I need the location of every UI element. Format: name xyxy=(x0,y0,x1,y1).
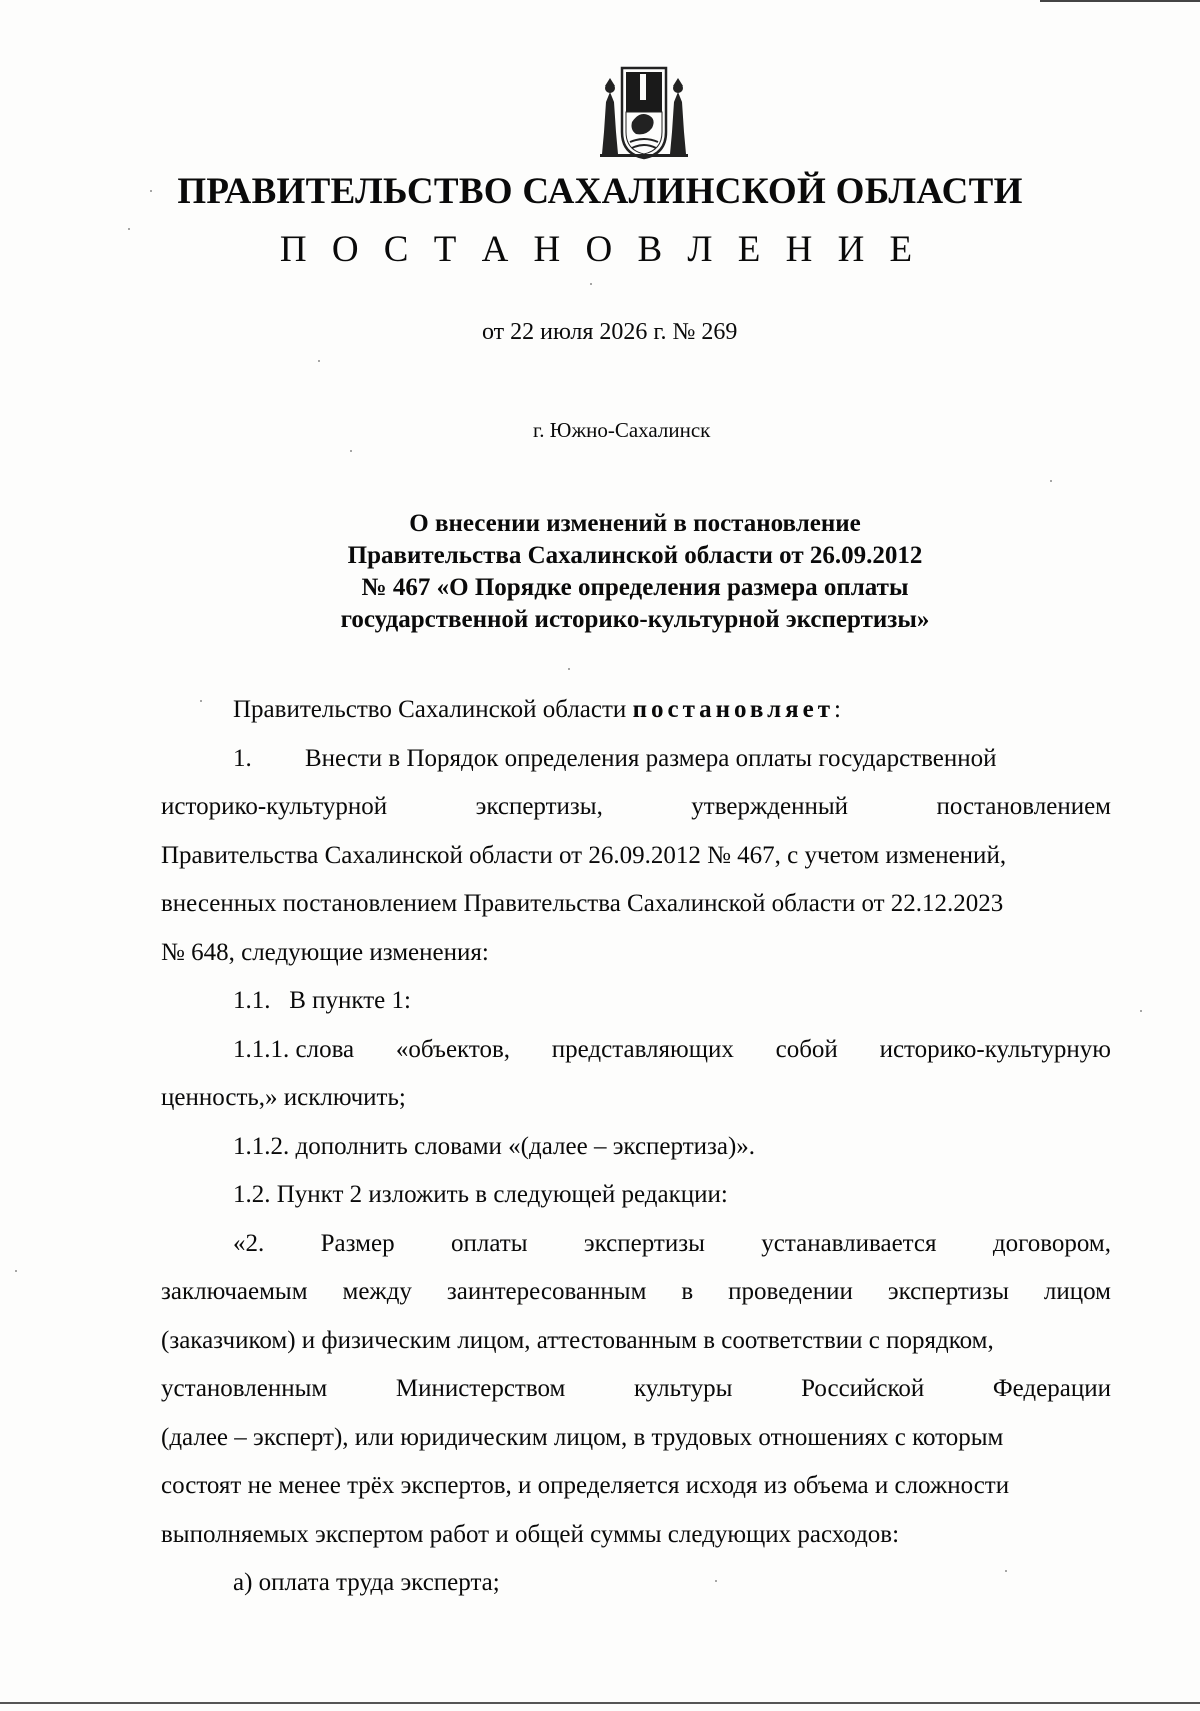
document-subject xyxy=(0,508,1200,636)
subject-line: Правительства Сахалинской области от 26.09.2012 xyxy=(347,542,923,569)
date-number-text: от 22 июля 2026 г. № 269 xyxy=(482,319,738,345)
word: устанавливается xyxy=(761,1229,937,1257)
scan-speck xyxy=(1140,1010,1142,1012)
document-type-title: П О С Т А Н О В Л Е Н И Е xyxy=(279,229,921,270)
paragraph-text: В пункте 1: xyxy=(289,987,411,1014)
city-line: г. Южно-Сахалинск xyxy=(533,418,711,442)
scan-speck xyxy=(128,228,130,230)
word: собой xyxy=(775,1035,838,1063)
scan-speck xyxy=(1005,1570,1007,1572)
word: договором, xyxy=(992,1229,1111,1257)
word: заключаемым xyxy=(161,1278,308,1305)
word: постановлением xyxy=(936,793,1111,820)
word: 1.1.1. слова xyxy=(233,1035,355,1063)
paragraph-1-line: внесенных постановлением Правительства Сахалинской области от 22.12.2023 xyxy=(161,890,1004,917)
word: Министерством xyxy=(395,1375,566,1402)
scan-edge-line xyxy=(1040,0,1200,2)
paragraph-2-line: выполняемых экспертом работ и общей суммы следующих расходов: xyxy=(161,1520,900,1548)
scan-speck xyxy=(568,668,570,670)
scan-speck xyxy=(715,1580,717,1582)
paragraph-2-line xyxy=(161,1268,1111,1317)
subject-line: государственной историко-культурной экспертизы» xyxy=(340,606,930,633)
word: Размер xyxy=(320,1229,395,1257)
scan-speck xyxy=(200,700,202,702)
scan-speck xyxy=(350,450,352,452)
paragraph-2-line xyxy=(161,1365,1111,1414)
preamble-text: Правительство Сахалинской области xyxy=(233,696,627,723)
scan-speck xyxy=(150,190,152,192)
word: в xyxy=(681,1278,694,1305)
word: «объектов, xyxy=(395,1035,511,1063)
word: историко-культурную xyxy=(879,1035,1111,1063)
paragraph-1-line: № 648, следующие изменения: xyxy=(161,938,489,966)
subject-line: № 467 «О Порядке определения размера оплаты xyxy=(361,574,909,601)
subject-line: О внесении изменений в постановление xyxy=(409,510,861,537)
word: заинтересованным xyxy=(446,1278,647,1305)
word: утвержденный xyxy=(691,793,848,820)
scan-speck xyxy=(590,283,592,285)
paragraph-1-1-1-line xyxy=(161,1026,1111,1075)
paragraph-number: 1. xyxy=(233,744,252,772)
paragraph-1-2: 1.2. Пункт 2 изложить в следующей редакции: xyxy=(233,1181,728,1208)
word: Федерации xyxy=(992,1375,1111,1402)
paragraph-2-line: состоят не менее трёх экспертов, и определяется исходя из объема и сложности xyxy=(161,1472,1010,1499)
document-body xyxy=(161,686,1111,1608)
word: историко-культурной xyxy=(161,793,388,820)
paragraph-1-line xyxy=(161,783,1111,832)
paragraph-2-line: (заказчиком) и физическим лицом, аттестованным в соответствии с порядком, xyxy=(161,1326,994,1354)
preamble-paragraph xyxy=(161,686,1111,735)
paragraph-number: 1.1. xyxy=(233,987,271,1014)
paragraph-1-1 xyxy=(161,977,1111,1026)
word: культуры xyxy=(633,1375,733,1402)
word: между xyxy=(342,1278,412,1305)
word: представляющих xyxy=(551,1035,734,1063)
paragraph-text: Внести в Порядок определения размера оплаты государственной xyxy=(305,744,997,772)
paragraph-1-1-2: 1.1.2. дополнить словами «(далее – экспертиза)». xyxy=(233,1132,756,1160)
word: экспертизы xyxy=(887,1278,1009,1305)
paragraph-2-line xyxy=(161,1220,1111,1269)
paragraph-1-line: Правительства Сахалинской области от 26.09.2012 № 467, с учетом изменений, xyxy=(161,841,1007,869)
paragraph-1-1-1-line: ценность,» исключить; xyxy=(161,1084,406,1111)
paragraph-1-line xyxy=(161,735,1111,784)
preamble-colon: : xyxy=(834,696,841,723)
list-item-a: а) оплата труда эксперта; xyxy=(233,1569,500,1596)
word: Российской xyxy=(801,1375,925,1402)
word: экспертизы xyxy=(583,1229,705,1257)
word: оплаты xyxy=(450,1229,528,1257)
preamble-keyword: постановляет xyxy=(632,696,835,723)
scan-bottom-line xyxy=(0,1702,1200,1704)
government-title: ПРАВИТЕЛЬСТВО САХАЛИНСКОЙ ОБЛАСТИ xyxy=(177,171,1023,212)
word: установленным xyxy=(161,1375,328,1402)
word: «2. xyxy=(233,1229,265,1257)
scan-speck xyxy=(1050,480,1052,482)
word: проведении xyxy=(728,1278,853,1305)
scan-speck xyxy=(318,360,320,362)
paragraph-2-line: (далее – эксперт), или юридическим лицом, в трудовых отношениях с которым xyxy=(161,1423,1004,1451)
word: лицом xyxy=(1043,1278,1111,1305)
word: экспертизы, xyxy=(475,793,603,820)
scan-speck xyxy=(15,1270,17,1272)
coat-of-arms-emblem xyxy=(596,62,692,162)
